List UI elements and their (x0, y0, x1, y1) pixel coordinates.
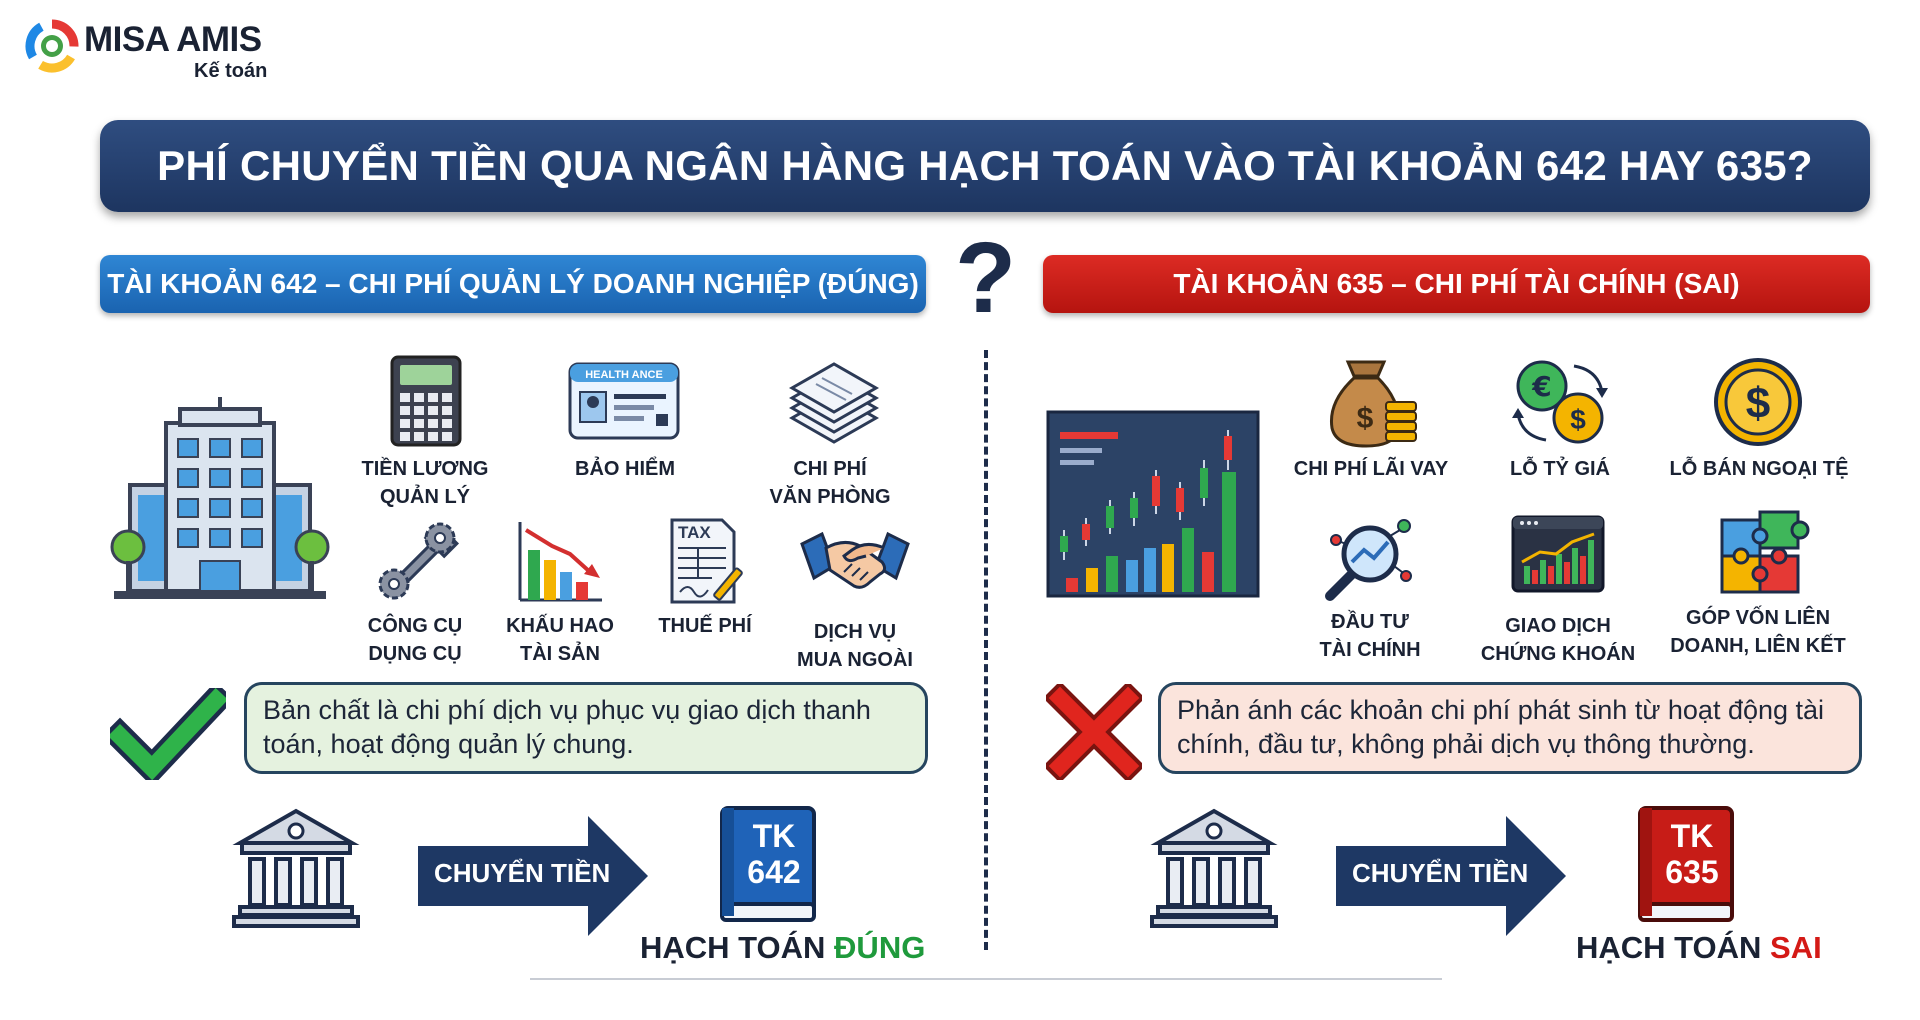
check-mark-icon (110, 688, 226, 780)
page-title: PHÍ CHUYỂN TIỀN QUA NGÂN HÀNG HẠCH TOÁN VÀO TÀI KHOẢN 642 HAY 635? (157, 142, 1813, 189)
svg-text:$: $ (1745, 379, 1771, 428)
label-tien-luong: TIỀN LƯƠNG QUẢN LÝ (361, 458, 489, 508)
ledger-book-635 (1636, 804, 1736, 924)
transfer-arrow-right (1336, 816, 1566, 936)
right-note: Phản ánh các khoản chi phí phát sinh từ hoạt động tài chính, đầu tư, không phải dịch vụ thông thường. (1158, 682, 1862, 774)
logo-name: MISA AMIS (84, 20, 262, 59)
label-giao-dich: GIAO DỊCH CHỨNG KHOÁN (1480, 615, 1636, 665)
cross-mark-icon (1046, 684, 1142, 780)
tax-form-icon (668, 516, 748, 606)
stock-monitor-icon (1510, 514, 1606, 596)
stock-chart-icon (1046, 410, 1260, 598)
dollar-coin-icon (1712, 356, 1804, 448)
logo-subtitle: Kế toán (194, 60, 268, 82)
label-bao-hiem: BẢO HIỂM (575, 458, 675, 480)
label-dau-tu: ĐẦU TƯ TÀI CHÍNH (1319, 611, 1421, 661)
bank-icon (232, 805, 360, 929)
card-text: HEALTH ANCE (585, 369, 663, 381)
dashed-divider (984, 350, 988, 950)
left-note: Bản chất là chi phí dịch vụ phục vụ giao dịch thanh toán, hoạt động quản lý chung. (244, 682, 928, 774)
svg-text:$: $ (1570, 404, 1586, 435)
result-left-word: ĐÚNG (834, 930, 926, 965)
logo-swirl-icon (24, 18, 80, 74)
result-right: HẠCH TOÁN SAI (1576, 930, 1822, 965)
label-dich-vu: DỊCH VỤ MUA NGOÀI (797, 621, 913, 671)
result-left: HẠCH TOÁN ĐÚNG (640, 930, 926, 965)
transfer-arrow-left (418, 816, 648, 936)
left-header-text: TÀI KHOẢN 642 – CHI PHÍ QUẢN LÝ DOANH NGHIỆP (ĐÚNG) (107, 268, 919, 299)
transfer-label-right: CHUYỂN TIỀN (1352, 858, 1529, 888)
label-lo-ty-gia: LỖ TỶ GIÁ (1510, 458, 1610, 480)
label-gop-von: GÓP VỐN LIÊN DOANH, LIÊN KẾT (1670, 607, 1846, 657)
label-cong-cu: CÔNG CỤ DỤNG CỤ (367, 615, 463, 665)
tax-text: TAX (678, 523, 711, 542)
label-chi-phi-lai-vay: CHI PHÍ LÃI VAY (1293, 458, 1449, 480)
left-section-header (100, 255, 926, 313)
declining-chart-icon (516, 520, 604, 604)
title-banner (100, 120, 1870, 212)
ledger-book-642 (718, 804, 818, 924)
office-building-icon (110, 395, 330, 605)
bottom-rule (530, 978, 1442, 980)
svg-text:$: $ (1356, 402, 1374, 435)
misa-amis-logo (24, 14, 284, 84)
label-chi-phi-van-phong: CHI PHÍ VĂN PHÒNG (769, 458, 891, 508)
tools-icon (372, 518, 464, 608)
book-635-label: TK 635 (1665, 818, 1719, 890)
calculator-icon (390, 355, 462, 447)
bank-icon (1150, 805, 1278, 929)
label-lo-ban-ngoai-te: LỖ BÁN NGOẠI TỆ (1669, 458, 1849, 480)
result-right-word: SAI (1770, 930, 1822, 965)
puzzle-icon (1716, 502, 1812, 598)
label-khau-hao: KHẤU HAO TÀI SẢN (506, 615, 614, 665)
insurance-card-icon (568, 362, 680, 440)
label-thue-phi: THUẾ PHÍ (658, 615, 752, 637)
book-642-label: TK 642 (747, 818, 801, 890)
magnifier-investment-icon (1322, 514, 1418, 604)
right-header-text: TÀI KHOẢN 635 – CHI PHÍ TÀI CHÍNH (SAI) (1173, 268, 1740, 299)
right-section-header (1043, 255, 1870, 313)
exchange-icon (1512, 356, 1608, 448)
question-mark: ? (955, 222, 1017, 334)
svg-text:€: € (1532, 370, 1552, 403)
money-bag-icon (1324, 356, 1420, 452)
handshake-icon (800, 526, 910, 600)
transfer-label-left: CHUYỂN TIỀN (434, 858, 611, 888)
paper-stack-icon (786, 356, 882, 450)
